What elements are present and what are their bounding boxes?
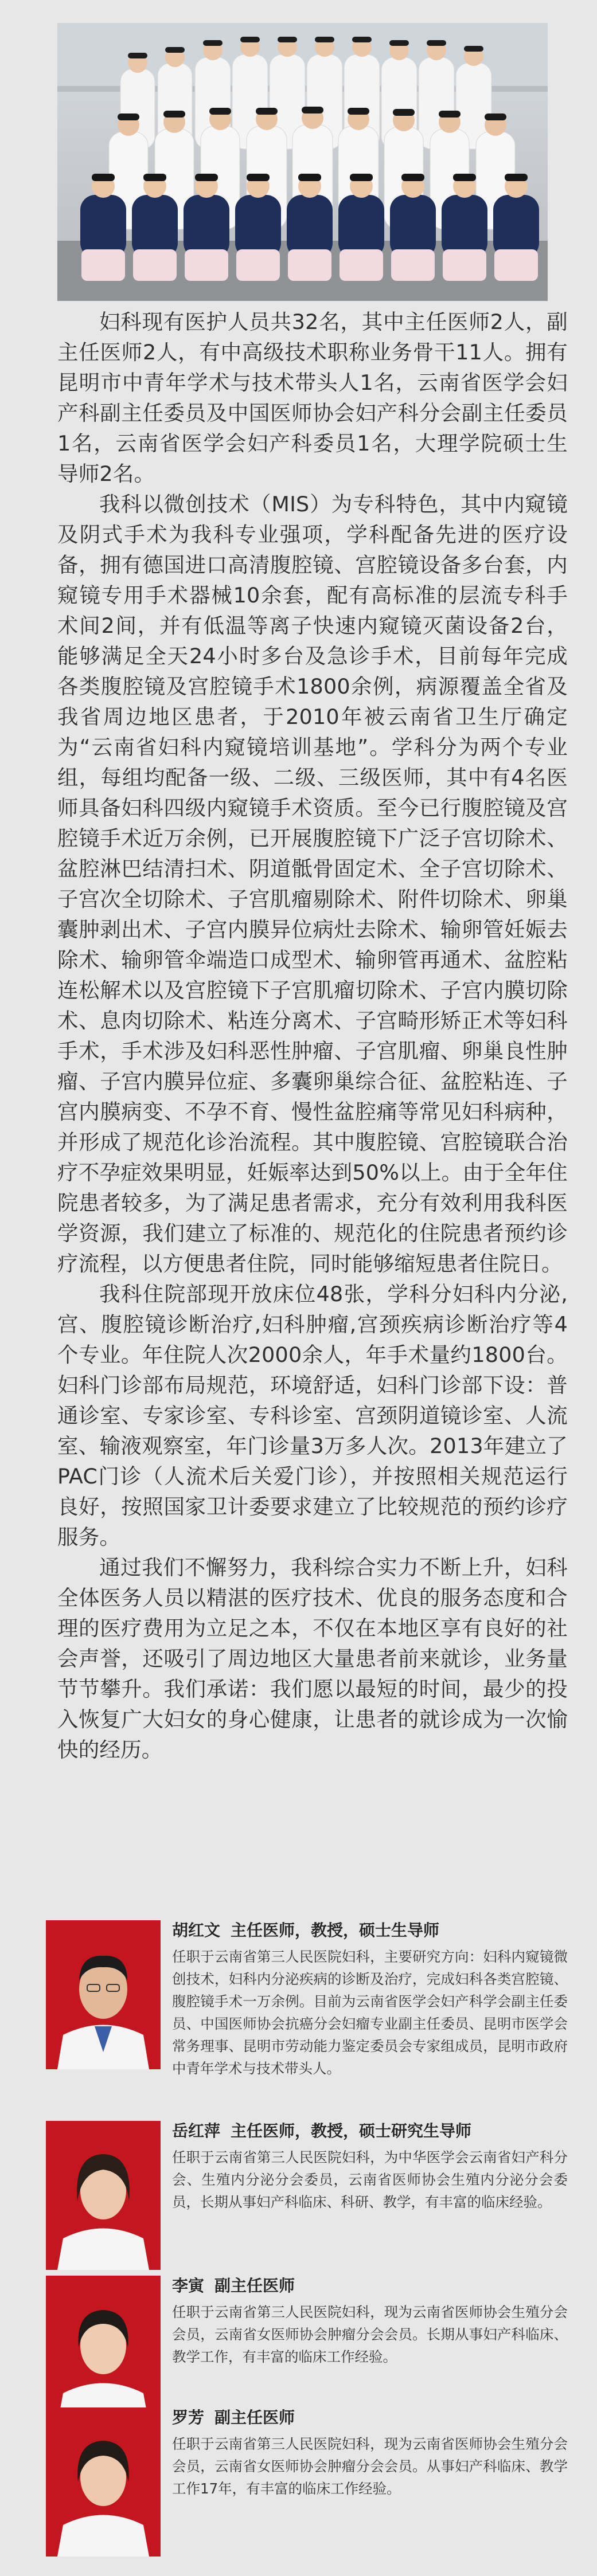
- doctor-bio: 任职于云南省第三人民医院妇科，现为云南省医师协会生殖分会会员，云南省女医师协会肿瘤分会会员。从事妇产科临床、教学工作17年，有丰富的临床工作经验。: [172, 2436, 568, 2497]
- doctor-portrait-illustration: [46, 2121, 161, 2270]
- doctor-bio: 任职于云南省第三人民医院妇科，现为云南省医师协会生殖分会会员，云南省女医师协会肿瘤分会会员。长期从事妇产科临床、教学工作，有丰富的临床工作经验。: [172, 2304, 568, 2365]
- intro-paragraph: 妇科现有医护人员共32名，其中主任医师2人，副主任医师2人，有中高级技术职称业务骨干11人。拥有昆明市中青年学术与技术带头人1名，云南省医学会妇产科副主任委员及中国医师协会妇产科分会副主任委员1名，云南省医学会妇产科委员1名，大理学院硕士生导师2名。: [57, 310, 568, 486]
- doctor-heading: [172, 2121, 568, 2142]
- doctor-photo: [46, 2276, 161, 2425]
- team-photo-illustration: [57, 23, 548, 301]
- doctor-photo: [46, 2407, 161, 2557]
- doctor-bio: 任职于云南省第三人民医院妇科，为中华医学会云南省妇产科分会、生殖内分泌分会委员，云南省医师协会生殖内分泌分会委员，长期从事妇产科临床、科研、教学，有丰富的临床经验。: [172, 2149, 568, 2210]
- team-photo: [57, 23, 548, 301]
- doctor-heading: [172, 2276, 568, 2296]
- department-introduction: [57, 307, 568, 1765]
- doctor-portrait-illustration: [46, 2407, 161, 2557]
- doctor-name: 罗芳: [172, 2408, 205, 2427]
- doctor-photo: [46, 2121, 161, 2270]
- doctor-name: 岳红萍: [172, 2121, 221, 2140]
- intro-paragraph: 我科以微创技术（MIS）为专科特色，其中内窥镜及阴式手术为我科专业强项，学科配备先进的医疗设备，拥有德国进口高清腹腔镜、宫腔镜设备多台套，内窥镜专用手术器械10余套，配有高标准的层流专科手术间2间，并有低温等离子快速内窥镜灭菌设备2台，能够满足全天24小时多台及急诊手术，目前每年完成各类腹腔镜及宫腔镜手术1800余例，病源覆盖全省及我省周边地区患者，于2010年被云南省卫生厅确定为“云南省妇科内窥镜培训基地”。学科分为两个专业组，每组均配备一级、二级、三级医师，其中有4名医师具备妇科四级内窥镜手术资质。至今已行腹腔镜及宫腔镜手术近万余例，已开展腹腔镜下广泛子宫切除术、盆腔淋巴结清扫术、阴道骶骨固定术、全子宫切除术、子宫次全切除术、子宫肌瘤剔除术、附件切除术、卵巢囊肿剥出术、子宫内膜异位病灶去除术、输卵管妊娠去除术、输卵管伞端造口成型术、输卵管再通术、盆腔粘连松解术以及宫腔镜下子宫肌瘤切除术、子宫内膜切除术、息肉切除术、粘连分离术、子宫畸形矫正术等妇科手术，手术涉及妇科恶性肿瘤、子宫肌瘤、卵巢良性肿瘤、子宫内膜异位症、多囊卵巢综合征、盆腔粘连、子宫内膜病变、不孕不育、慢性盆腔痛等常见妇科病种，并形成了规范化诊治流程。其中腹腔镜、宫腔镜联合治疗不孕症效果明显，妊娠率达到50%以上。由于全年住院患者较多，为了满足患者需求，充分有效利用我科医学资源，我们建立了标准的、规范化的住院患者预约诊疗流程，以方便患者住院，同时能够缩短患者住院日。: [57, 492, 568, 1276]
- doctor-heading: [172, 2407, 568, 2428]
- doctor-heading: [172, 1920, 568, 1941]
- doctor-name: 李寅: [172, 2276, 205, 2295]
- doctor-photo: [46, 1920, 161, 2069]
- intro-paragraph: 通过我们不懈努力，我科综合实力不断上升，妇科全体医务人员以精湛的医疗技术、优良的服务态度和合理的医疗费用为立足之本，不仅在本地区享有良好的社会声誉，还吸引了周边地区大量患者前来就诊，业务量节节攀升。我们承诺：我们愿以最短的时间，最少的投入恢复广大妇女的身心健康，让患者的就诊成为一次愉快的经历。: [57, 1555, 568, 1762]
- doctor-title: 副主任医师: [214, 2276, 295, 2295]
- doctor-info: [172, 1920, 568, 2080]
- doctor-title: 主任医师，教授，硕士研究生导师: [231, 2121, 472, 2140]
- doctor-info: [172, 2407, 568, 2500]
- doctor-title: 主任医师，教授，硕士生导师: [231, 1921, 440, 1940]
- doctor-portrait-illustration: [46, 1920, 161, 2069]
- intro-paragraph: 我科住院部现开放床位48张，学科分妇科内分泌,宫、腹腔镜诊断治疗,妇科肿瘤,宫颈疾病诊断治疗等4个专业。年住院人次2000余人，年手术量约1800台。 妇科门诊部布局规范，环境舒适，妇科门诊部下设：普通诊室、专家诊室、专科诊室、宫颈阴道镜诊室、人流室、输液观察室，年门诊量3万多人次。2013年建立了PAC门诊（人流术后关爱门诊），并按照相关规范运行良好，按照国家卫计委要求建立了比较规范的预约诊疗服务。: [57, 1282, 568, 1549]
- doctor-portrait-illustration: [46, 2276, 161, 2425]
- doctor-title: 副主任医师: [214, 2408, 295, 2427]
- doctor-name: 胡红文: [172, 1921, 221, 1940]
- doctor-bio: 任职于云南省第三人民医院妇科，主要研究方向：妇科内窥镜微创技术，妇科内分泌疾病的诊断及治疗，完成妇科各类宫腔镜、腹腔镜手术一万余例。目前为云南省医学会妇产科学会副主任委员、中国医师协会抗癌分会妇瘤专业副主任委员、昆明市医学会常务理事、昆明市劳动能力鉴定委员会专家组成员，昆明市政府中青年学术与技术带头人。: [172, 1948, 568, 2077]
- doctor-info: [172, 2121, 568, 2213]
- doctor-info: [172, 2276, 568, 2368]
